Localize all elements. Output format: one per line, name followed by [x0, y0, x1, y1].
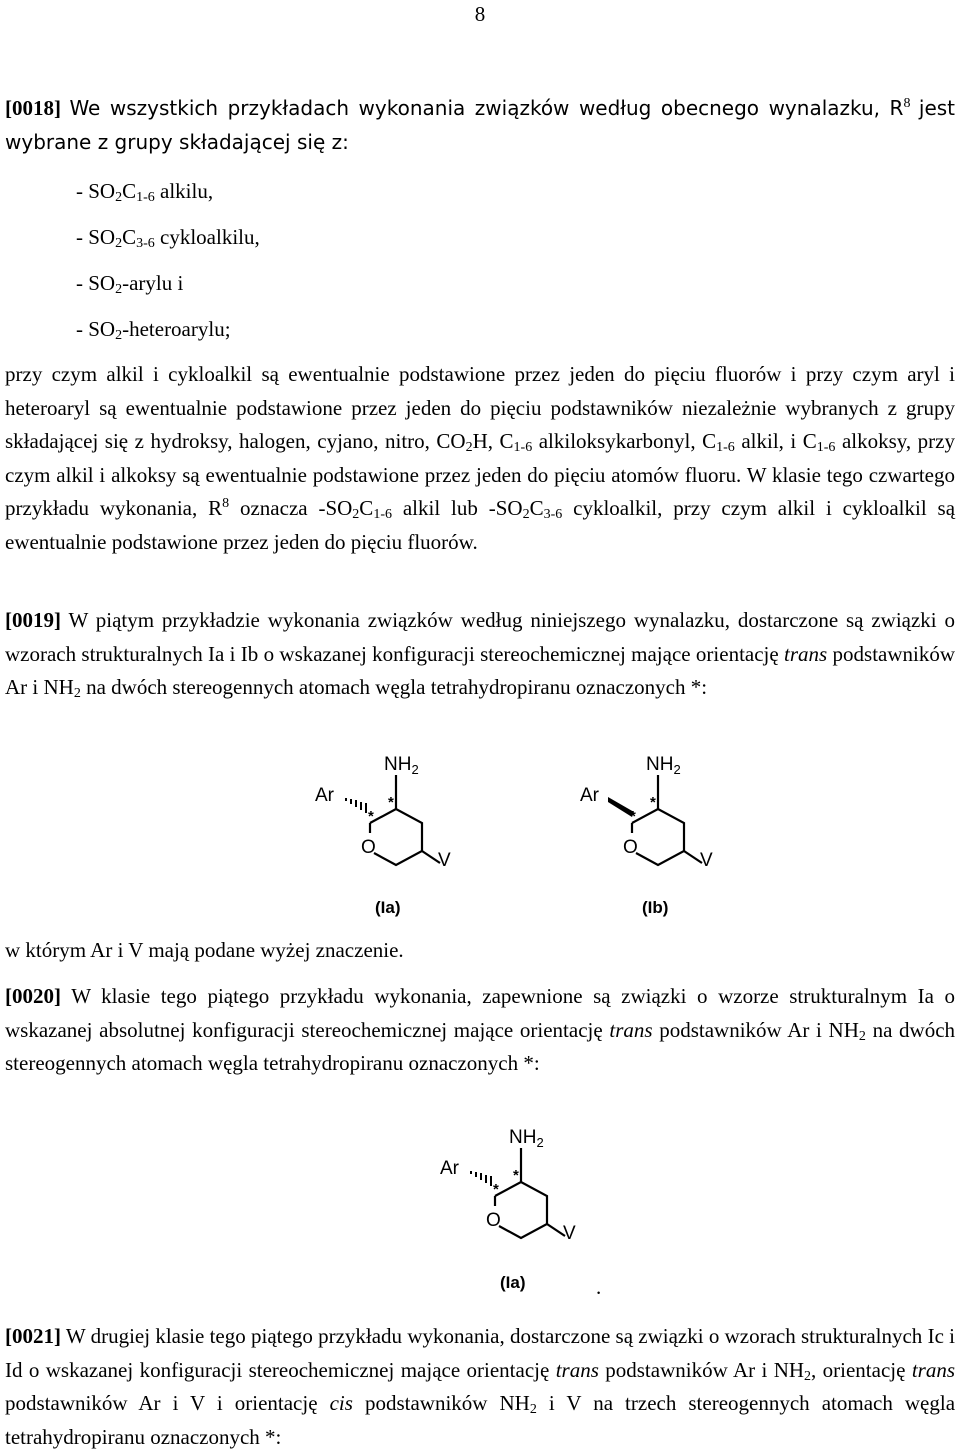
trailing-dot: .: [596, 1275, 602, 1299]
page-number: 8: [474, 2, 486, 26]
paragraph-0019: [0019] W piątym przykładzie wykonania związków według niniejszego wynalazku, dostarczone są związki o wzorach strukturalnych Ia i Ib o wskazanej konfiguracji stereochemicznej mające orientację trans podstawników Ar i $NH_2$ na dwóch stereogennych atomach węgla tetrahydropiranu oznaczonych *:: [5, 608, 956, 702]
hashed-wedge-bond: [471, 1171, 491, 1186]
list-item: - $SO_2$-arylu i: [76, 271, 184, 297]
nh2-label: $NH_2$: [646, 754, 681, 777]
emphasis-trans: trans: [555, 1357, 599, 1382]
list-item: - $SO_2$-heteroarylu;: [76, 317, 231, 343]
structure-ia-second: [425, 1118, 605, 1293]
paragraph-0020: [0020] W klasie tego piątego przykładu wykonania, zapewnione są związki o wzorze strukturalnym Ia o wskazanej absolutnej konfiguracji stereochemicznej mające orientację trans podstawników Ar i $NH_2$ na dwóch stereogennych atomach węgla tetrahydropiranu oznaczonych *:: [5, 984, 956, 1076]
structure-ia: [300, 745, 480, 920]
ring-bonds: [370, 809, 422, 865]
paragraph-0018-body: przy czym alkil i cykloalkil są ewentualnie podstawione przez jeden do pięciu fluorów i przy czym aryl i heteroaryl są ewentualnie podstawione przez jeden do pięciu podstawników niezależnie wybranych z grupy składającej się z hydroksy, halogen, cyjano, nitro, $CO_2H$, $C_{1-6}$ alkiloksykarbonyl, $C_{1-6}$ alkil, i $C_{1-6}$ alkoksy, przy czym alkil i alkoksy są ewentualnie podstawione przez jeden do pięciu atomów fluoru. W klasie tego czwartego przykładu wykonania, $R^8$ oznacza $-SO_2C_{1-6}$ alkil lub $-SO_2C_{3-6}$ cykloalkil, przy czym alkil i cykloalkil są ewentualnie podstawione przez jeden do pięciu fluorów.: [5, 362, 956, 554]
paragraph-tag: [0020]: [5, 984, 61, 1008]
ar-label: Ar: [315, 785, 334, 806]
ring-bonds: [632, 809, 684, 865]
oxygen-label: O: [623, 837, 638, 858]
ar-label: Ar: [580, 785, 599, 806]
stereo-star: *: [388, 794, 394, 811]
nh2-label: $NH_2$: [384, 754, 419, 777]
emphasis-trans: trans: [784, 641, 828, 666]
ar-label: Ar: [440, 1158, 459, 1179]
oxygen-label: O: [486, 1210, 501, 1231]
label-ia: (Ia): [500, 1273, 526, 1292]
ring-bonds: [495, 1182, 547, 1238]
oxygen-label: O: [361, 837, 376, 858]
emphasis-cis: cis: [329, 1391, 353, 1416]
paragraph-tag: [0021]: [5, 1324, 61, 1348]
emphasis-trans: trans: [609, 1017, 653, 1042]
stereo-star: *: [493, 1181, 499, 1198]
label-ib: (Ib): [642, 898, 669, 917]
paragraph-0019-after: w którym Ar i V mają podane wyżej znaczenie.: [5, 938, 404, 962]
intro-text-b: jest wybrane z grupy składającej się z:: [5, 96, 956, 154]
v-label: V: [438, 850, 451, 871]
intro-text: We wszystkich przykładach wykonania związków według obecnego wynalazku, R: [69, 96, 904, 120]
paragraph-tag: [0018]: [5, 96, 61, 120]
stereo-star: *: [513, 1167, 519, 1184]
paragraph-0018-intro: [5, 92, 955, 159]
v-label: V: [700, 850, 713, 871]
label-ia: (Ia): [375, 898, 401, 917]
stereo-star: *: [650, 794, 656, 811]
emphasis-trans: trans: [911, 1357, 955, 1382]
superscript: 8: [903, 96, 911, 111]
paragraph-0021: [0021] W drugiej klasie tego piątego przykładu wykonania, dostarczone są związki o wzorach strukturalnych Ic i Id o wskazanej konfiguracji stereochemicznej mające orientację trans podstawników Ar i $NH_2$, orientację trans podstawników Ar i V i orientację cis podstawników $NH_2$ i V na trzech stereogennych atomach węgla tetrahydropiranu oznaczonych *:: [5, 1324, 956, 1449]
nh2-label: $NH_2$: [509, 1127, 544, 1150]
stereo-star: *: [630, 808, 636, 825]
list-item: - $SO_2C_{1-6}$ alkilu,: [76, 179, 214, 205]
stereo-star: *: [368, 808, 374, 825]
paragraph-tag: [0019]: [5, 608, 61, 632]
hashed-wedge-bond: [346, 798, 366, 813]
v-label: V: [563, 1223, 576, 1244]
list-item: - $SO_2C_{3-6}$ cykloalkilu,: [76, 225, 260, 251]
structure-ib: [562, 745, 742, 920]
